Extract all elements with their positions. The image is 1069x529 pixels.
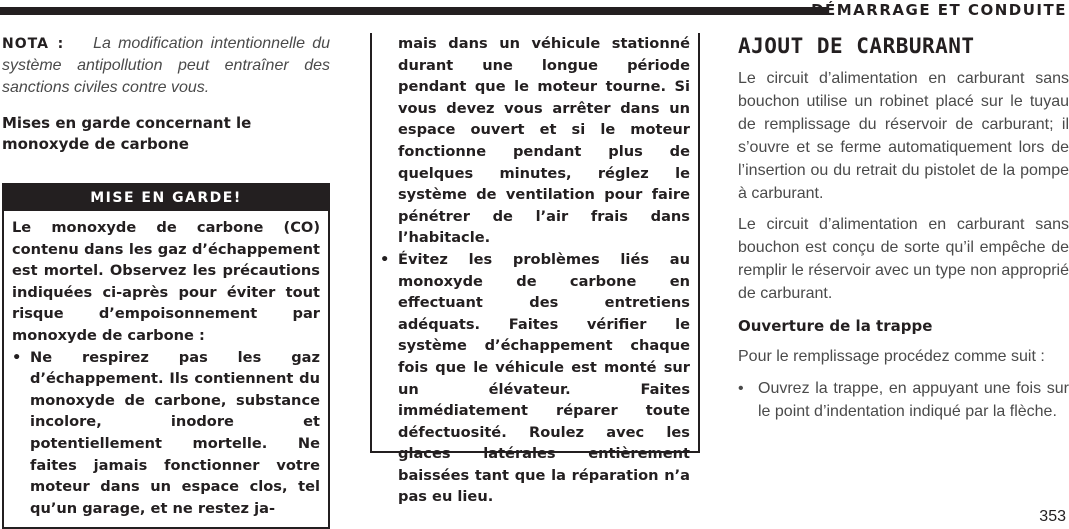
warning-box-continued bbox=[370, 33, 700, 506]
column-middle bbox=[370, 33, 700, 506]
note-text: La modification intentionnelle du système antipollution peut entraîner des sanctions civiles contre vous. bbox=[2, 35, 330, 96]
bullet-icon: • bbox=[738, 380, 744, 397]
bullet-icon: • bbox=[12, 348, 22, 366]
warning-list bbox=[12, 347, 320, 520]
column-right bbox=[738, 33, 1069, 423]
subheading-co: Mises en garde concernant le monoxyde de carbone bbox=[2, 114, 252, 153]
steps-list bbox=[738, 377, 1069, 423]
paragraph-2: Le circuit d’alimentation en carburant sans bouchon est conçu de sorte qu’il empêche de remplir le réservoir avec un type non approprié de carburant. bbox=[738, 216, 1069, 302]
bullet-icon: • bbox=[380, 250, 390, 268]
subheading-fuel-door: Ouverture de la trappe bbox=[738, 317, 933, 335]
list-item bbox=[380, 249, 690, 508]
header-rule bbox=[0, 7, 827, 15]
heading-fuel: AJOUT DE CARBURANT bbox=[738, 34, 975, 58]
warning-bullet-1: Ne respirez pas les gaz d’échappement. Ils contiennent du monoxyde de carbone, substance incolore, inodore et potentiellement mortelle. Ne faites jamais fonctionner votre moteur dans un espace clos, tel qu’un garage, et ne restez ja- bbox=[30, 348, 320, 517]
note-label: NOTA : bbox=[2, 36, 65, 52]
section-title: DÉMARRAGE ET CONDUITE bbox=[811, 1, 1067, 19]
step-1: Ouvrez la trappe, en appuyant une fois sur le point d’indentation indiqué par la flèche. bbox=[758, 380, 1069, 420]
warning-continued-text: mais dans un véhicule stationné durant une longue période pendant que le moteur tourne. Si vous devez vous arrêter dans un espace ouvert et si le moteur fonctionne pendant plus de quelques minutes, réglez le système de ventilation pour faire pénétrer de l’air frais dans l’habitacle. bbox=[398, 35, 690, 247]
note-paragraph bbox=[2, 33, 330, 99]
warning-body-continued bbox=[372, 33, 698, 508]
warning-body bbox=[4, 211, 328, 527]
list-item bbox=[12, 347, 320, 520]
page-number: 353 bbox=[1039, 508, 1066, 525]
paragraph-1: Le circuit d’alimentation en carburant sans bouchon utilise un robinet placé sur le tuyau de remplissage du réservoir de carburant; il s’ouvre et se ferme automatiquement lors de l’insertion ou du retrait du pistolet de la pompe à carburant. bbox=[738, 70, 1069, 202]
column-left bbox=[2, 33, 330, 529]
warning-bullet-2: Évitez les problèmes liés au monoxyde de carbone en effectuant des entretiens adéquats. Faites vérifier le système d’échappement chaque fois que le véhicule est monté sur un élévateur. Faites immédiatement réparer toute défectuosité. Roulez avec les glaces latérales entièrement baissées tant que la réparation n’a pas eu lieu. bbox=[398, 250, 690, 506]
warning-list-continued bbox=[380, 249, 690, 508]
warning-title: MISE EN GARDE! bbox=[4, 185, 328, 211]
warning-intro: Le monoxyde de carbone (CO) contenu dans les gaz d’échappement est mortel. Observez les précautions indiquées ci-après pour éviter tout risque d’empoisonnement par monoxyde de carbone : bbox=[12, 219, 320, 344]
warning-box bbox=[2, 183, 330, 529]
paragraph-3: Pour le remplissage procédez comme suit : bbox=[738, 348, 1045, 365]
list-item bbox=[738, 377, 1069, 423]
